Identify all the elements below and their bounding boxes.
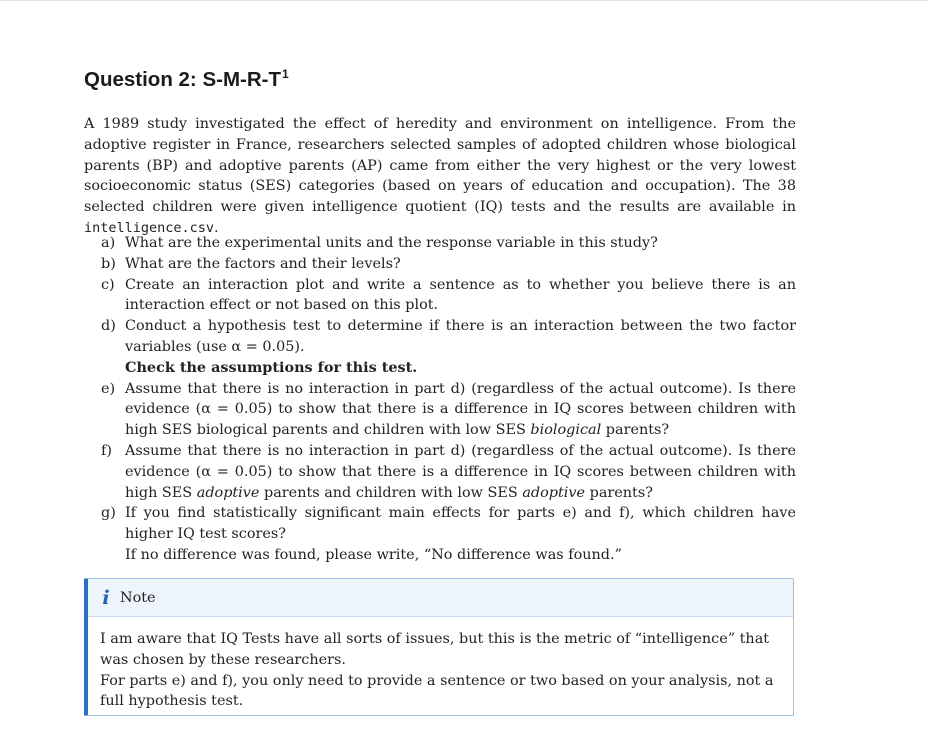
item-extra: If no difference was found, please write, “No difference was found.” [125,546,622,563]
question-heading [84,60,289,94]
list-item-d [101,316,796,378]
question-list [101,233,796,566]
note-paragraph-1: I am aware that IQ Tests have all sorts of issues, but this is the metric of “intelligence” that was chosen by these researchers. [100,631,770,668]
item-marker: g) [101,505,116,522]
list-item-b [101,254,796,275]
list-item-c [101,275,796,317]
item-marker: f) [101,442,112,459]
item-emphasis-2: adoptive [522,484,586,501]
item-emphasis: adoptive [196,484,260,501]
item-text: Conduct a hypothesis test to determine if there is an interaction between the two factor variables (use α = 0.05). [125,318,796,355]
note-header [88,579,793,617]
item-text: If you find statistically significant main effects for parts e) and f), which children have higher IQ test scores? [125,505,796,543]
item-marker: e) [101,380,116,397]
intro-end: . [214,219,219,236]
item-marker: c) [101,276,115,293]
item-text: Assume that there is no interaction in part d) (regardless of the actual outcome). Is there evidence (α = 0.05) to show that there is a difference in IQ scores between children with high SES [125,442,796,501]
item-text: Assume that there is no interaction in part d) (regardless of the actual outcome). Is there evidence (α = 0.05) to show that there is a difference in IQ scores between children with high SES biological parents and children with low SES [125,380,796,439]
data-filename: intelligence.csv [84,219,215,236]
list-item-f [101,441,796,503]
item-text-end: parents? [585,484,653,501]
intro-paragraph [84,114,796,239]
item-text: Create an interaction plot and write a sentence as to whether you believe there is an interaction effect or not based on this plot. [125,276,796,314]
item-marker: d) [101,318,116,335]
item-emphasis: biological [530,422,602,439]
question-title: Question 2: S-M-R-T [84,68,282,91]
list-item-a [101,233,796,254]
assumptions-note: Check the assumptions for this test. [125,358,418,376]
item-marker: a) [101,235,116,251]
note-callout [84,578,794,716]
footnote-link[interactable]: 1 [282,67,289,81]
note-body [88,621,793,712]
item-marker: b) [101,255,116,272]
info-icon: i [102,586,110,609]
item-text: What are the experimental units and the response variable in this study? [125,235,658,251]
top-divider [0,0,928,1]
item-text-mid: parents and children with low SES [259,484,523,501]
note-title: Note [120,589,156,606]
intro-text: A 1989 study investigated the effect of heredity and environment on intelligence. From the adoptive register in France, researchers selected samples of adopted children whose biological parents (BP) and adoptive parents (AP) came from either the very highest or the very lowest socioeconomic status (SES) categories (based on years of education and occupation). The 38 selected children were given intelligence quotient (IQ) tests and the results are available in [84,116,796,216]
list-item-e [101,379,796,441]
note-paragraph-2: For parts e) and f), you only need to provide a sentence or two based on your analysis, not a full hypothesis test. [100,672,774,710]
item-text-end: parents? [601,422,670,439]
list-item-g [101,503,796,565]
item-text: What are the factors and their levels? [125,255,401,272]
